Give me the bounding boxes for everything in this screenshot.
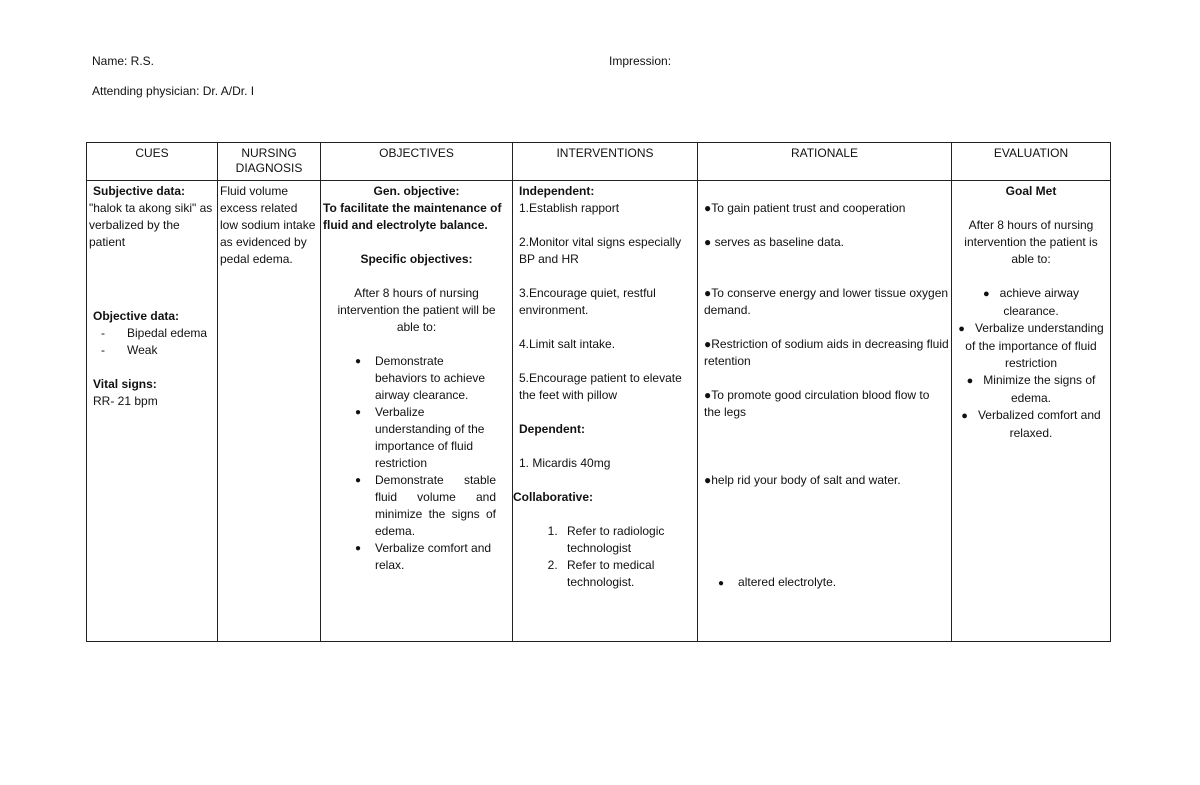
rationale-item: ●help rid your body of salt and water. [704, 473, 901, 487]
gen-objective-text: To facilitate the maintenance of fluid and electrolyte balance. [323, 201, 502, 232]
objective-list [89, 325, 215, 359]
nursing-care-plan-table [86, 142, 1111, 642]
rationale-item: ● serves as baseline data. [704, 235, 844, 249]
table-row [87, 181, 1111, 642]
rationale-item-text: altered electrolyte. [738, 575, 837, 589]
dependent-label: Dependent: [519, 422, 585, 436]
goal-met-label: Goal Met [1005, 184, 1057, 198]
rationale-cell [698, 181, 952, 642]
bullet-icon: ● [718, 578, 725, 589]
list-item [954, 407, 1108, 442]
intervention-item: 4.Limit salt intake. [519, 337, 616, 351]
impression-label: Impression: [609, 54, 672, 68]
col-header-interventions: INTERVENTIONS [513, 143, 698, 181]
diagnosis-text: Fluid volume excess related low sodium intake as evidenced by pedal edema. [220, 184, 316, 266]
rationale-item: ●Restriction of sodium aids in decreasing fluid retention [704, 337, 949, 368]
evaluation-cell [952, 181, 1111, 642]
attending-physician: Attending physician: Dr. A/Dr. I [92, 84, 255, 98]
list-item: 2. Refer to medical technologist. [561, 557, 695, 591]
list-item: ● Demonstrate behaviors to achieve airway clearance. [345, 353, 496, 404]
vital-signs-text: RR- 21 bpm [93, 394, 158, 408]
list-item [954, 285, 1108, 320]
collaborative-list [515, 523, 695, 591]
list-item: ● Demonstrate stable fluid volume and minimize the signs of edema. [345, 472, 496, 540]
intervention-item: 1.Establish rapport [519, 201, 620, 215]
col-header-rationale: RATIONALE [698, 143, 952, 181]
intervention-item: 5.Encourage patient to elevate the feet with pillow [519, 371, 682, 402]
objectives-cell [321, 181, 513, 642]
bullet-icon: ● [982, 288, 990, 300]
list-item-text: Minimize the signs of edema. [983, 373, 1096, 405]
objective-label: Objective data: [93, 309, 180, 323]
dependent-item: 1. Micardis 40mg [519, 456, 611, 470]
rationale-item: ●To gain patient trust and cooperation [704, 201, 906, 215]
evaluation-intro: After 8 hours of nursing intervention the patient is able to: [964, 218, 1098, 266]
specific-objectives-list [323, 353, 510, 574]
rationale-item [700, 574, 949, 592]
list-item: 1. Refer to radiologic technologist [561, 523, 695, 557]
col-header-objectives: OBJECTIVES [321, 143, 513, 181]
cues-cell [87, 181, 218, 642]
specific-objectives-label: Specific objectives: [360, 252, 473, 266]
collaborative-label: Collaborative: [513, 490, 594, 504]
table-header-row [87, 143, 1111, 181]
rationale-item: ●To conserve energy and lower tissue oxygen demand. [704, 286, 949, 317]
gen-objective-label: Gen. objective: [373, 184, 460, 198]
diagnosis-cell [218, 181, 321, 642]
col-header-diagnosis: NURSING DIAGNOSIS [218, 143, 321, 181]
bullet-icon: ● [961, 410, 968, 422]
subjective-text: "halok ta akong siki" as verbalized by the patient [89, 201, 213, 249]
list-item: - Bipedal edema [99, 325, 215, 342]
evaluation-list [954, 285, 1108, 442]
interventions-cell [513, 181, 698, 642]
col-header-evaluation: EVALUATION [952, 143, 1111, 181]
list-item: - Weak [99, 342, 215, 359]
list-item: ● Verbalize understanding of the importance of fluid restriction [345, 404, 496, 472]
col-header-cues: CUES [87, 143, 218, 181]
bullet-icon: ● [966, 375, 974, 387]
specific-objectives-intro: After 8 hours of nursing intervention the patient will be able to: [337, 286, 496, 334]
bullet-icon: ● [958, 323, 965, 335]
rationale-item: ●To promote good circulation blood flow to the legs [704, 388, 930, 419]
subjective-label: Subjective data: [93, 184, 186, 198]
intervention-item: 3.Encourage quiet, restful environment. [519, 286, 656, 317]
independent-label: Independent: [519, 184, 595, 198]
list-item-text: Verbalized comfort and relaxed. [977, 408, 1101, 440]
list-item-text: achieve airway clearance. [999, 286, 1080, 318]
list-item [954, 372, 1108, 407]
list-item: ● Verbalize comfort and relax. [345, 540, 496, 574]
list-item [954, 320, 1108, 372]
vital-signs-label: Vital signs: [93, 377, 157, 391]
intervention-item: 2.Monitor vital signs especially BP and HR [519, 235, 682, 266]
patient-name: Name: R.S. [92, 54, 155, 68]
list-item-text: Verbalize understanding of the importance of fluid restriction [965, 321, 1104, 370]
